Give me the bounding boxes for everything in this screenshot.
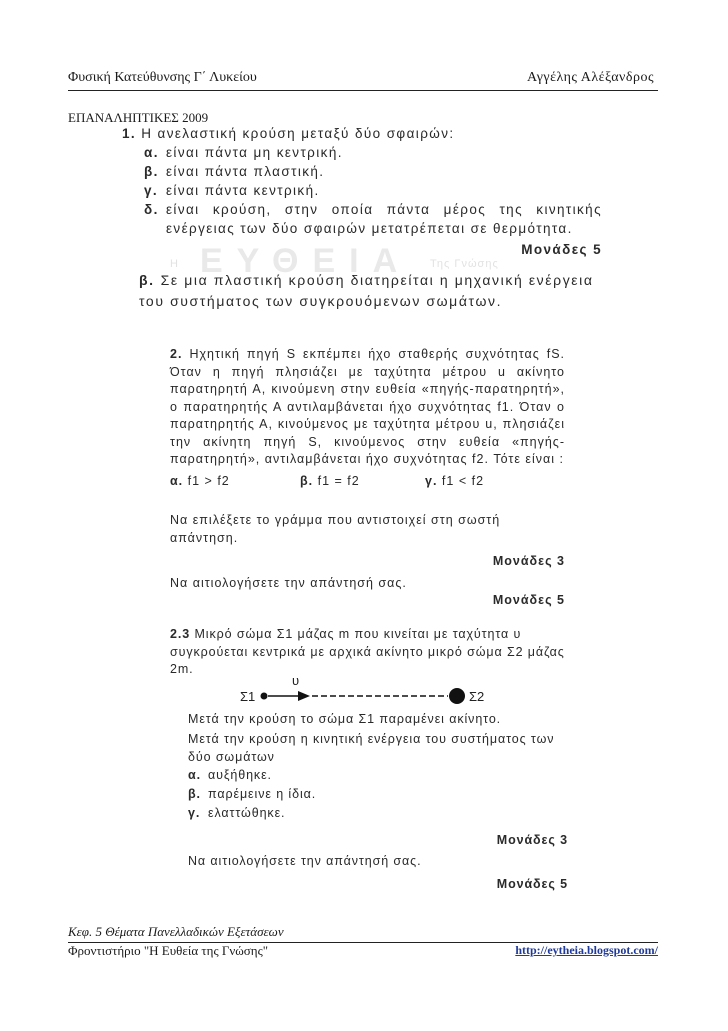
- question-text: Ηχητική πηγή S εκπέμπει ήχο σταθερής συχνότητας fS. Όταν η πηγή πλησιάζει με ταχύτητα μέτρου u ακίνητο παρατηρητή Α, κινούμενη στην ευθεία «πηγής-παρατηρητή», ο παρατηρητής Α αντιλαμβάνεται ήχο συχνότητας f1. Όταν ο παρατηρητής Α, κινούμενος με ταχύτητα μέτρου u, πλησιάζει την ακίνητη πηγή S, κινούμενος στην ευθεία «πηγής-παρατηρητή», αντιλαμβάνεται ήχο συχνότητας f2. Τότε είναι :: [170, 347, 566, 466]
- body-1-label: Σ1: [240, 689, 256, 704]
- option-label: γ.: [144, 183, 159, 198]
- footer-school: Φροντιστήριο "Η Ευθεία της Γνώσης": [68, 943, 269, 958]
- velocity-arrowhead: [298, 691, 310, 701]
- answer-choices: [170, 473, 565, 491]
- marks: Μονάδες 3: [496, 833, 568, 847]
- justify-text: Να αιτιολογήσετε την απάντησή σας.: [188, 854, 422, 868]
- option-text: αυξήθηκε.: [208, 768, 272, 782]
- watermark-right: Της Γνώσης: [430, 258, 499, 270]
- question-3-body: [188, 710, 568, 894]
- section-title: ΕΠΑΝΑΛΗΠΤΙΚΕΣ 2009: [68, 110, 209, 125]
- choice-label: β.: [300, 473, 314, 488]
- option-d: [122, 200, 602, 238]
- velocity-label: υ: [292, 673, 300, 688]
- header-subject: Φυσική Κατεύθυνσης Γ΄ Λυκείου: [68, 70, 257, 85]
- watermark-main: ΕΥΘΕΙΑ: [200, 242, 412, 280]
- option-a: [122, 143, 602, 162]
- instruction-text: Να επιλέξετε το γράμμα που αντιστοιχεί στη σωστή απάντηση.: [170, 513, 501, 545]
- option-b: [188, 785, 568, 804]
- marks: Μονάδες 5: [492, 593, 565, 607]
- question-text: Μικρό σώμα Σ1 μάζας m που κινείται με ταχύτητα υ συγκρούεται κεντρικά με αρχικά ακίνητο μικρό σώμα Σ2 μάζας 2m.: [170, 627, 565, 676]
- option-text: ελαττώθηκε.: [208, 806, 286, 820]
- question-2-instructions: [170, 512, 565, 610]
- option-label: γ.: [188, 806, 201, 820]
- question-2: [170, 346, 565, 490]
- after-text-2: Μετά την κρούση η κινητική ενέργεια του συστήματος των δύο σωμάτων: [188, 732, 555, 764]
- choice-a: [170, 473, 300, 491]
- marks: Μονάδες 5: [521, 242, 602, 257]
- after-text-1: Μετά την κρούση το σώμα Σ1 παραμένει ακίνητο.: [188, 712, 502, 726]
- body-2-ball: [449, 688, 465, 704]
- choice-text: f1 < f2: [441, 473, 485, 488]
- question-number: 2.: [170, 347, 183, 361]
- choice-b: [300, 473, 425, 491]
- option-label: β.: [188, 787, 201, 801]
- option-b: [122, 162, 602, 181]
- option-label: β.: [144, 164, 159, 179]
- option-label: α.: [144, 145, 159, 160]
- choice-label: α.: [170, 473, 184, 488]
- page-header: [68, 68, 658, 91]
- watermark-left: Η: [170, 258, 179, 270]
- question-text: Σε μια πλαστική κρούση διατηρείται η μηχανική ενέργεια του συστήματος των συγκρουόμενων σωμάτων.: [139, 272, 594, 309]
- footer-link[interactable]: http://eytheia.blogspot.com/: [515, 943, 658, 957]
- question-label: β.: [139, 272, 155, 288]
- option-label: α.: [188, 768, 201, 782]
- option-c: [122, 181, 602, 200]
- option-text: είναι κρούση, στην οποία πάντα μέρος της κινητικής ενέργειας των δύο σφαιρών μετατρέπεται σε θερμότητα.: [166, 202, 602, 236]
- choice-text: f1 > f2: [187, 473, 230, 488]
- option-text: είναι πάντα κεντρική.: [166, 183, 320, 198]
- choice-label: γ.: [425, 473, 438, 488]
- option-c: [188, 804, 568, 823]
- question-1: [122, 124, 602, 259]
- marks: Μονάδες 3: [492, 554, 565, 568]
- option-text: είναι πάντα πλαστική.: [166, 164, 325, 179]
- body-2-label: Σ2: [469, 689, 485, 704]
- option-text: είναι πάντα μη κεντρική.: [166, 145, 343, 160]
- option-label: δ.: [144, 202, 159, 217]
- marks: Μονάδες 5: [496, 877, 568, 891]
- footer-chapter: Κεφ. 5 Θέματα Πανελλαδικών Εξετάσεων: [68, 924, 658, 943]
- question-number: 2.3: [170, 627, 191, 641]
- header-author: Αγγέλης Αλέξανδρος: [527, 70, 654, 85]
- question-3: [170, 626, 565, 679]
- justify-text: Να αιτιολογήσετε την απάντησή σας.: [170, 575, 407, 590]
- collision-diagram: [236, 672, 496, 714]
- choice-c: [425, 473, 484, 491]
- choice-text: f1 = f2: [317, 473, 360, 488]
- option-a: [188, 766, 568, 785]
- question-number: 1.: [122, 126, 137, 141]
- option-text: παρέμεινε η ίδια.: [208, 787, 317, 801]
- question-1b: [139, 270, 604, 312]
- question-stem: Η ανελαστική κρούση μεταξύ δύο σφαιρών:: [141, 126, 455, 141]
- body-1-dot: [261, 693, 268, 700]
